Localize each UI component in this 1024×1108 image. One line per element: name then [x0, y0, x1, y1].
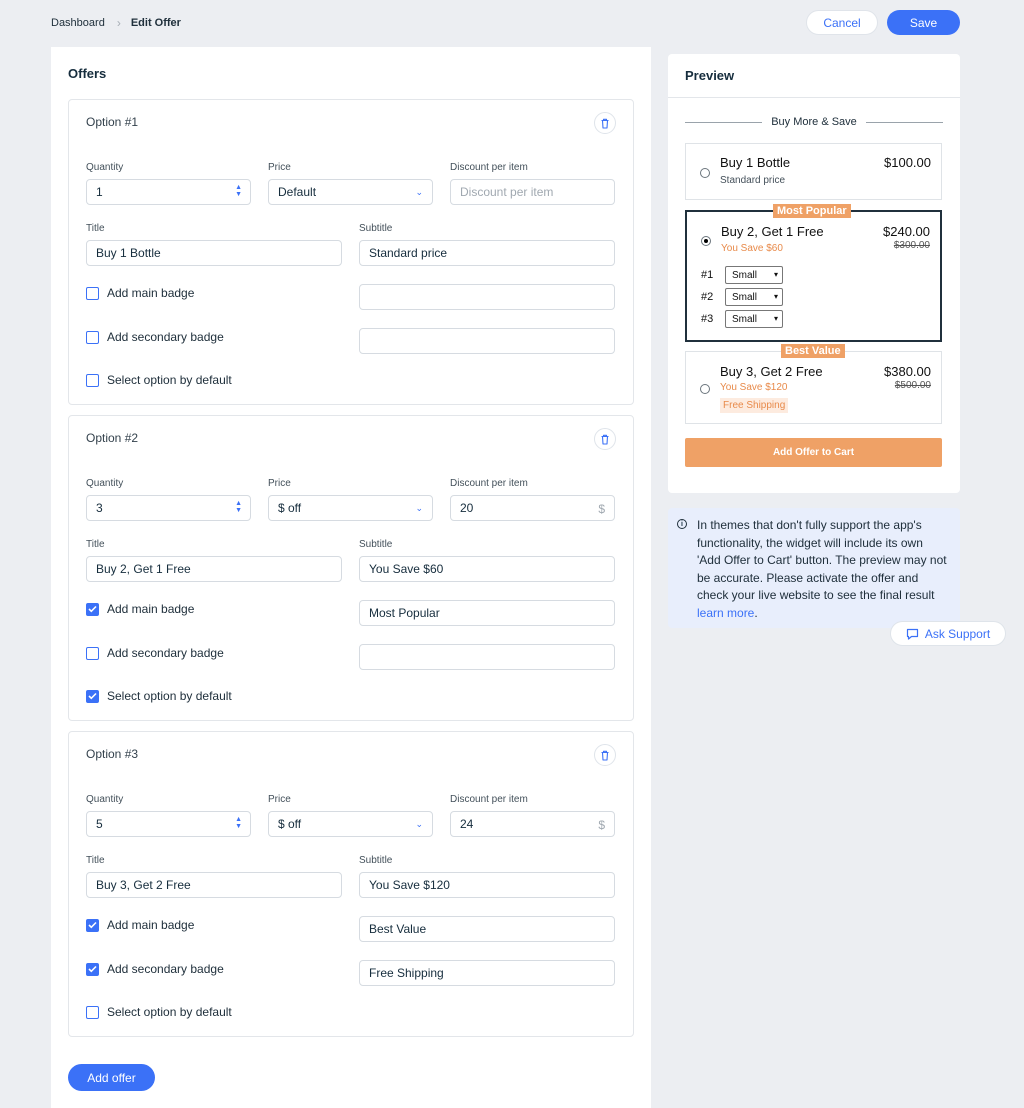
title-input[interactable] — [86, 556, 342, 582]
quantity-label: Quantity — [86, 794, 124, 805]
main-badge-checkbox[interactable] — [86, 286, 194, 300]
offer-name: Buy 2, Get 1 Free — [721, 224, 824, 239]
checkbox-box[interactable] — [86, 603, 99, 616]
discount-input[interactable] — [450, 811, 615, 837]
checkbox-label: Add main badge — [107, 602, 195, 616]
discount-input[interactable] — [450, 495, 615, 521]
price-label: Price — [268, 478, 291, 489]
discount-label: Discount per item — [450, 162, 528, 173]
chevron-down-icon: ▾ — [773, 292, 778, 301]
quantity-stepper[interactable] — [86, 179, 251, 205]
price-value: Default — [278, 185, 317, 199]
offers-panel — [51, 47, 651, 1108]
secondary-badge-input[interactable] — [359, 960, 615, 986]
subtitle-label: Subtitle — [359, 855, 393, 866]
trash-icon — [600, 434, 610, 445]
offer-old-price: $500.00 — [894, 380, 931, 391]
chevron-down-icon: ⌄ — [415, 187, 423, 197]
currency-suffix: $ — [598, 502, 605, 516]
chevron-down-icon: ⌄ — [415, 819, 423, 829]
check-icon — [88, 965, 97, 973]
secondary-badge-checkbox[interactable] — [86, 962, 224, 976]
option-heading: Option #1 — [86, 115, 139, 129]
save-button[interactable]: Save — [887, 10, 960, 35]
secondary-badge-checkbox[interactable] — [86, 330, 224, 344]
preview-title: Preview — [685, 68, 735, 83]
subtitle-value: Standard price — [369, 246, 448, 260]
check-icon — [88, 921, 97, 929]
checkbox-box[interactable] — [86, 287, 99, 300]
price-label: Price — [268, 162, 291, 173]
preview-panel — [668, 54, 960, 493]
stepper-arrows-icon[interactable]: ▲ ▼ — [235, 816, 242, 830]
main-badge-value: Best Value — [369, 922, 427, 936]
preview-offer-1[interactable] — [685, 143, 942, 200]
offer-subtitle: You Save $60 — [721, 243, 783, 254]
option-heading: Option #3 — [86, 747, 139, 761]
checkbox-label: Add main badge — [107, 286, 195, 300]
subtitle-label: Subtitle — [359, 223, 393, 234]
info-box — [668, 508, 960, 628]
stepper-arrows-icon[interactable]: ▲ ▼ — [235, 500, 242, 514]
title-label: Title — [86, 223, 105, 234]
subtitle-value: You Save $120 — [369, 878, 450, 892]
checkbox-label: Select option by default — [107, 1005, 232, 1019]
quantity-stepper[interactable] — [86, 811, 251, 837]
subtitle-label: Subtitle — [359, 539, 393, 550]
currency-suffix: $ — [598, 818, 605, 832]
option-card-3 — [68, 731, 634, 1037]
variant-row — [701, 288, 783, 306]
checkbox-box[interactable] — [86, 374, 99, 387]
subtitle-input[interactable] — [359, 240, 615, 266]
option-card-2 — [68, 415, 634, 721]
most-popular-badge: Most Popular — [773, 204, 851, 218]
checkbox-label: Add secondary badge — [107, 646, 224, 660]
info-text — [697, 517, 949, 622]
price-value: $ off — [278, 501, 302, 515]
add-offer-to-cart-button[interactable]: Add Offer to Cart — [685, 438, 942, 467]
variant-value: Small — [732, 269, 758, 281]
secondary-badge-value: Free Shipping — [369, 966, 444, 980]
default-option-checkbox[interactable] — [86, 373, 232, 387]
preview-heading — [685, 116, 943, 128]
quantity-value: 5 — [96, 817, 103, 831]
subtitle-value: You Save $60 — [369, 562, 444, 576]
default-option-checkbox[interactable] — [86, 689, 232, 703]
variant-select[interactable] — [725, 288, 783, 306]
breadcrumb — [51, 16, 181, 30]
ask-support-label: Ask Support — [924, 626, 991, 641]
secondary-badge-input[interactable] — [359, 328, 615, 354]
ask-support-button[interactable] — [890, 621, 1006, 646]
check-icon — [88, 692, 97, 700]
price-select[interactable] — [268, 179, 433, 205]
delete-option-button[interactable] — [594, 428, 616, 450]
checkbox-label: Select option by default — [107, 373, 232, 387]
main-badge-input[interactable] — [359, 284, 615, 310]
title-value: Buy 1 Bottle — [96, 246, 161, 260]
discount-label: Discount per item — [450, 794, 528, 805]
quantity-label: Quantity — [86, 162, 124, 173]
variant-number: #2 — [701, 291, 714, 303]
offers-title: Offers — [68, 66, 107, 81]
best-value-badge: Best Value — [781, 344, 845, 358]
title-value: Buy 3, Get 2 Free — [96, 878, 191, 892]
price-label: Price — [268, 794, 291, 805]
delete-option-button[interactable] — [594, 744, 616, 766]
add-offer-button[interactable]: Add offer — [68, 1064, 155, 1091]
breadcrumb-dashboard[interactable]: Dashboard — [51, 17, 105, 29]
divider — [685, 122, 762, 123]
learn-more-link[interactable]: learn more — [697, 605, 755, 620]
option-heading: Option #2 — [86, 431, 139, 445]
cancel-button[interactable]: Cancel — [806, 10, 878, 35]
title-label: Title — [86, 539, 105, 550]
variant-value: Small — [732, 313, 758, 325]
divider — [866, 122, 943, 123]
variant-row — [701, 266, 783, 284]
secondary-badge-input[interactable] — [359, 644, 615, 670]
variant-number: #3 — [701, 313, 714, 325]
default-option-checkbox[interactable] — [86, 1005, 232, 1019]
variant-number: #1 — [701, 269, 714, 281]
offer-subtitle: Standard price — [720, 175, 786, 186]
quantity-label: Quantity — [86, 478, 124, 489]
preview-heading-text: Buy More & Save — [771, 116, 857, 128]
checkbox-box[interactable] — [86, 331, 99, 344]
top-bar — [0, 0, 1024, 46]
main-badge-checkbox[interactable] — [86, 602, 194, 616]
info-suffix: . — [754, 605, 758, 620]
offer-radio[interactable] — [700, 384, 710, 394]
subtitle-input[interactable] — [359, 556, 615, 582]
price-select[interactable] — [268, 495, 433, 521]
main-badge-value: Most Popular — [369, 606, 440, 620]
title-input[interactable] — [86, 240, 342, 266]
variant-row — [701, 310, 783, 328]
discount-value: 24 — [460, 817, 474, 831]
quantity-value: 3 — [96, 501, 103, 515]
quantity-value: 1 — [96, 185, 103, 199]
offer-radio[interactable] — [700, 168, 710, 178]
trash-icon — [600, 118, 610, 129]
checkbox-label: Select option by default — [107, 689, 232, 703]
subtitle-input[interactable] — [359, 872, 615, 898]
offer-price: $240.00 — [883, 224, 930, 239]
preview-offer-2[interactable] — [685, 210, 942, 342]
checkbox-box[interactable] — [86, 690, 99, 703]
info-icon: i — [677, 519, 687, 529]
secondary-badge-checkbox[interactable] — [86, 646, 224, 660]
offer-radio[interactable] — [701, 236, 711, 246]
offer-price: $100.00 — [884, 155, 931, 170]
discount-value: Discount per item — [460, 185, 554, 199]
checkbox-label: Add main badge — [107, 918, 195, 932]
discount-value: 20 — [460, 501, 474, 515]
chevron-down-icon: ▾ — [773, 314, 778, 323]
main-badge-input[interactable] — [359, 600, 615, 626]
chat-icon — [906, 628, 919, 640]
checkbox-box[interactable] — [86, 963, 99, 976]
discount-input[interactable] — [450, 179, 615, 205]
checkbox-label: Add secondary badge — [107, 330, 224, 344]
checkbox-box[interactable] — [86, 919, 99, 932]
stepper-arrows-icon[interactable]: ▲ ▼ — [235, 184, 242, 198]
checkbox-label: Add secondary badge — [107, 962, 224, 976]
trash-icon — [600, 750, 610, 761]
variant-value: Small — [732, 291, 758, 303]
chevron-down-icon: ▾ — [773, 270, 778, 279]
title-input[interactable] — [86, 872, 342, 898]
checkbox-box[interactable] — [86, 1006, 99, 1019]
info-message: In themes that don't fully support the app's functionality, the widget will include its own 'Add Offer to Cart' button. The preview may not be accurate. Please activate the offer and check your live website to see the final result — [697, 518, 947, 602]
offer-name: Buy 1 Bottle — [720, 155, 791, 170]
divider — [668, 97, 960, 98]
delete-option-button[interactable] — [594, 112, 616, 134]
title-value: Buy 2, Get 1 Free — [96, 562, 191, 576]
preview-offer-3[interactable] — [685, 351, 942, 424]
offer-price: $380.00 — [884, 364, 931, 379]
discount-label: Discount per item — [450, 478, 528, 489]
offer-name: Buy 3, Get 2 Free — [720, 364, 823, 379]
chevron-down-icon: ⌄ — [415, 503, 423, 513]
variant-select[interactable] — [725, 310, 783, 328]
price-select[interactable] — [268, 811, 433, 837]
offer-subtitle: You Save $120 — [720, 382, 788, 393]
variant-select[interactable] — [725, 266, 783, 284]
price-value: $ off — [278, 817, 302, 831]
main-badge-checkbox[interactable] — [86, 918, 194, 932]
check-icon — [88, 605, 97, 613]
free-shipping-tag: Free Shipping — [720, 398, 788, 413]
offer-old-price: $300.00 — [893, 240, 930, 251]
option-card-1 — [68, 99, 634, 405]
quantity-stepper[interactable] — [86, 495, 251, 521]
breadcrumb-separator-icon: › — [116, 16, 121, 30]
checkbox-box[interactable] — [86, 647, 99, 660]
main-badge-input[interactable] — [359, 916, 615, 942]
breadcrumb-current: Edit Offer — [130, 17, 181, 29]
title-label: Title — [86, 855, 105, 866]
